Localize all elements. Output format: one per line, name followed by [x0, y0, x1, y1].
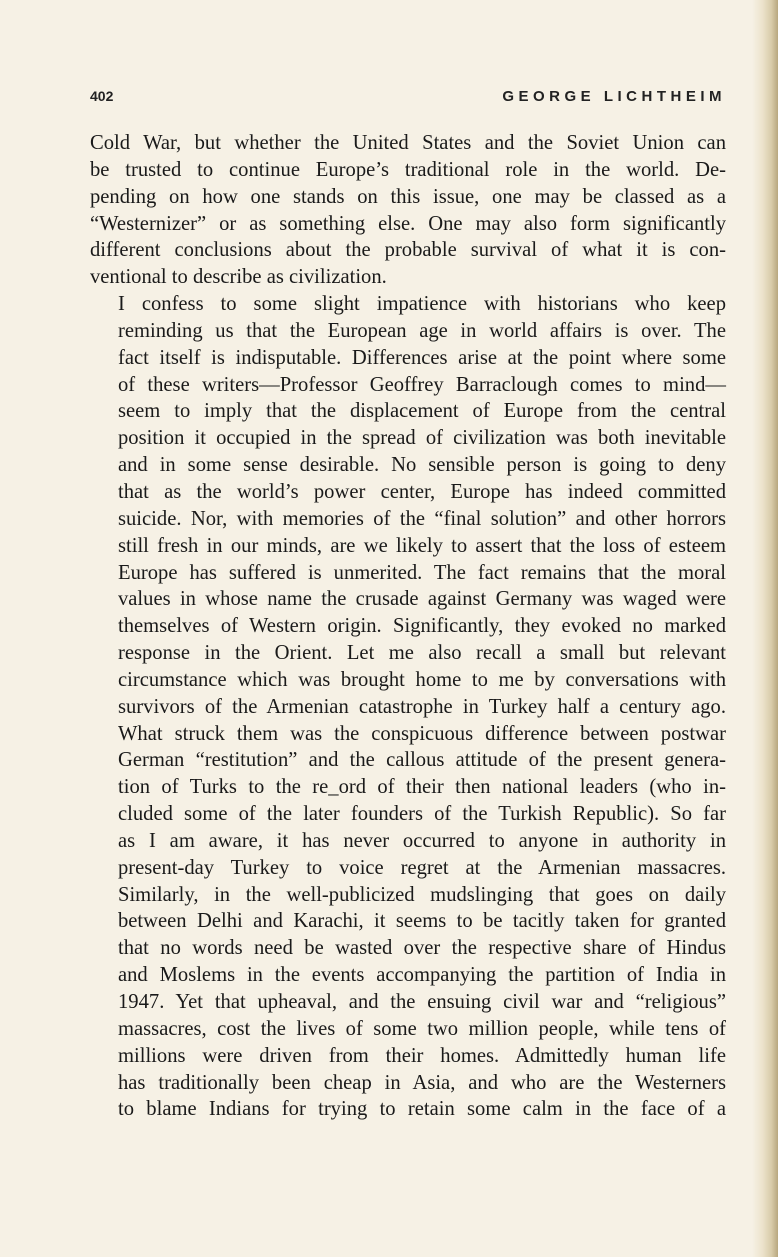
page-number: 402: [90, 88, 114, 104]
text-line: values in whose name the crusade against Germany was waged were: [118, 588, 726, 611]
page-edge-shadow: [752, 0, 778, 1257]
text-line: massacres, cost the lives of some two million people, while tens of: [118, 1017, 726, 1040]
page-header: [90, 88, 726, 108]
text-line: position it occupied in the spread of civilization was both inevitable: [118, 427, 726, 450]
text-line: Europe has suffered is unmerited. The fact remains that the moral: [118, 561, 726, 584]
text-line: survivors of the Armenian catastrophe in Turkey half a century ago.: [118, 695, 726, 718]
text-line: response in the Orient. Let me also recall a small but relevant: [118, 642, 726, 665]
text-line: Similarly, in the well-publicized mudslinging that goes on daily: [118, 883, 726, 906]
text-line: still fresh in our minds, are we likely to assert that the loss of esteem: [118, 534, 726, 557]
text-line: different conclusions about the probable survival of what it is con-: [90, 239, 726, 262]
body-text: [90, 130, 726, 1123]
running-head: GEORGE LICHTHEIM: [502, 88, 726, 105]
text-line: of these writers—Professor Geoffrey Barraclough comes to mind—: [118, 373, 726, 396]
paragraph-2: [90, 291, 726, 1123]
text-line: themselves of Western origin. Significantly, they evoked no marked: [118, 615, 726, 638]
text-line: fact itself is indisputable. Differences arise at the point where some: [118, 346, 726, 369]
text-line: that no words need be wasted over the respective share of Hindus: [118, 937, 726, 960]
text-line: seem to imply that the displacement of Europe from the central: [118, 400, 726, 423]
text-line: and Moslems in the events accompanying the partition of India in: [118, 964, 726, 987]
text-line: and in some sense desirable. No sensible person is going to deny: [118, 454, 726, 477]
text-line: reminding us that the European age in world affairs is over. The: [118, 319, 726, 342]
text-line: 1947. Yet that upheaval, and the ensuing civil war and “religious”: [118, 991, 726, 1013]
text-line: has traditionally been cheap in Asia, and who are the Westerners: [118, 1071, 726, 1094]
text-line: “Westernizer” or as something else. One may also form significantly: [90, 212, 726, 235]
text-line: between Delhi and Karachi, it seems to be tacitly taken for granted: [118, 910, 726, 933]
text-line: cluded some of the later founders of the Turkish Republic). So far: [118, 803, 726, 826]
text-line: I confess to some slight impatience with historians who keep: [118, 293, 726, 316]
text-line: tion of Turks to the re_ord of their then national leaders (who in-: [118, 776, 726, 799]
text-line: suicide. Nor, with memories of the “final solution” and other horrors: [118, 507, 726, 530]
text-line: to blame Indians for trying to retain some calm in the face of a: [118, 1098, 726, 1121]
text-line: present-day Turkey to voice regret at the Armenian massacres.: [118, 856, 726, 879]
paragraph-1: [90, 130, 726, 291]
text-line: pending on how one stands on this issue, one may be classed as a: [90, 185, 726, 208]
text-line: ventional to describe as civilization.: [90, 266, 387, 289]
text-line: German “restitution” and the callous attitude of the present genera-: [118, 749, 726, 772]
text-line: What struck them was the conspicuous difference between postwar: [118, 722, 726, 745]
text-line: circumstance which was brought home to me by conversations with: [118, 668, 726, 691]
text-line: millions were driven from their homes. Admittedly human life: [118, 1044, 726, 1067]
text-line: that as the world’s power center, Europe has indeed committed: [118, 480, 726, 503]
text-line: as I am aware, it has never occurred to anyone in authority in: [118, 829, 726, 852]
text-line: be trusted to continue Europe’s traditional role in the world. De-: [90, 158, 726, 181]
text-line: Cold War, but whether the United States and the Soviet Union can: [90, 132, 726, 154]
